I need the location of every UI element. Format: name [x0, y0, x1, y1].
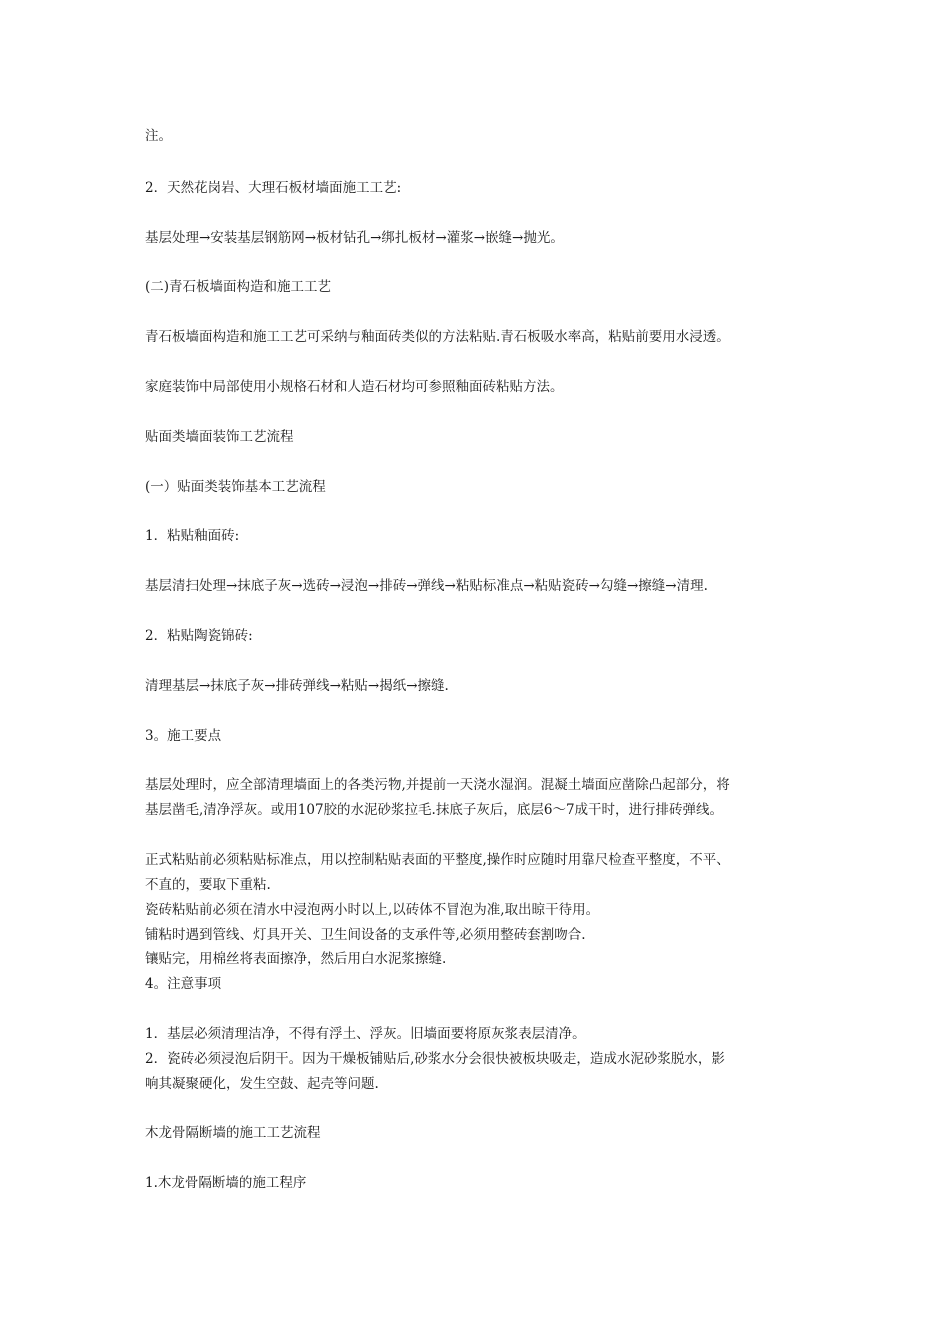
- text-line: 2．瓷砖必须浸泡后阴干。因为干燥板铺贴后,砂浆水分会很快被板块吸走，造成水泥砂浆脱水，影: [145, 1051, 725, 1067]
- text-line: 清理基层→抹底子灰→排砖弹线→粘贴→揭纸→擦缝.: [145, 678, 449, 694]
- text-line: 注。: [145, 128, 172, 144]
- section-heading: 1．粘贴釉面砖:: [145, 528, 240, 544]
- text-line: 基层凿毛,清净浮灰。或用107胶的水泥砂浆拉毛.抹底子灰后，底层6～7成干时，进行排砖弹线。: [145, 802, 724, 818]
- text-line: 镶贴完，用棉丝将表面擦净，然后用白水泥浆擦缝.: [145, 951, 447, 967]
- section-heading: 2．粘贴陶瓷锦砖:: [145, 628, 253, 644]
- text-line: 基层清扫处理→抹底子灰→选砖→浸泡→排砖→弹线→粘贴标准点→粘贴瓷砖→勾缝→擦缝→清理.: [145, 578, 708, 594]
- text-line: 铺粘时遇到管线、灯具开关、卫生间设备的支承件等,必须用整砖套割吻合.: [145, 927, 586, 943]
- text-line: 基层处理→安装基层钢筋网→板材钻孔→绑扎板材→灌浆→嵌缝→抛光。: [145, 230, 564, 246]
- section-heading: 木龙骨隔断墙的施工工艺流程: [145, 1125, 321, 1141]
- section-heading: (一）贴面类装饰基本工艺流程: [145, 479, 326, 495]
- text-line: 1．基层必须清理洁净，不得有浮土、浮灰。旧墙面要将原灰浆表层清净。: [145, 1026, 586, 1042]
- section-heading: 贴面类墙面装饰工艺流程: [145, 429, 294, 445]
- section-heading: (二)青石板墙面构造和施工工艺: [145, 279, 332, 295]
- text-line: 基层处理时，应全部清理墙面上的各类污物,并提前一天浇水湿润。混凝土墙面应凿除凸起部分，将: [145, 777, 730, 793]
- text-line: 瓷砖粘贴前必须在清水中浸泡两小时以上,以砖体不冒泡为准,取出晾干待用。: [145, 902, 600, 918]
- text-line: 青石板墙面构造和施工工艺可采纳与釉面砖类似的方法粘贴.青石板吸水率高，粘贴前要用水浸透。: [145, 329, 730, 345]
- section-heading: 4。注意事项: [145, 976, 222, 992]
- section-heading: 2．天然花岗岩、大理石板材墙面施工工艺:: [145, 180, 402, 196]
- text-line: 响其凝聚硬化，发生空鼓、起壳等问题.: [145, 1076, 379, 1092]
- text-line: 不直的，要取下重粘.: [145, 877, 271, 893]
- section-heading: 3。施工要点: [145, 728, 222, 744]
- text-line: 正式粘贴前必须粘贴标准点，用以控制粘贴表面的平整度,操作时应随时用靠尺检查平整度，不平、: [145, 852, 730, 868]
- text-line: 家庭装饰中局部使用小规格石材和人造石材均可参照釉面砖粘贴方法。: [145, 379, 564, 395]
- section-heading: 1.木龙骨隔断墙的施工程序: [145, 1175, 307, 1191]
